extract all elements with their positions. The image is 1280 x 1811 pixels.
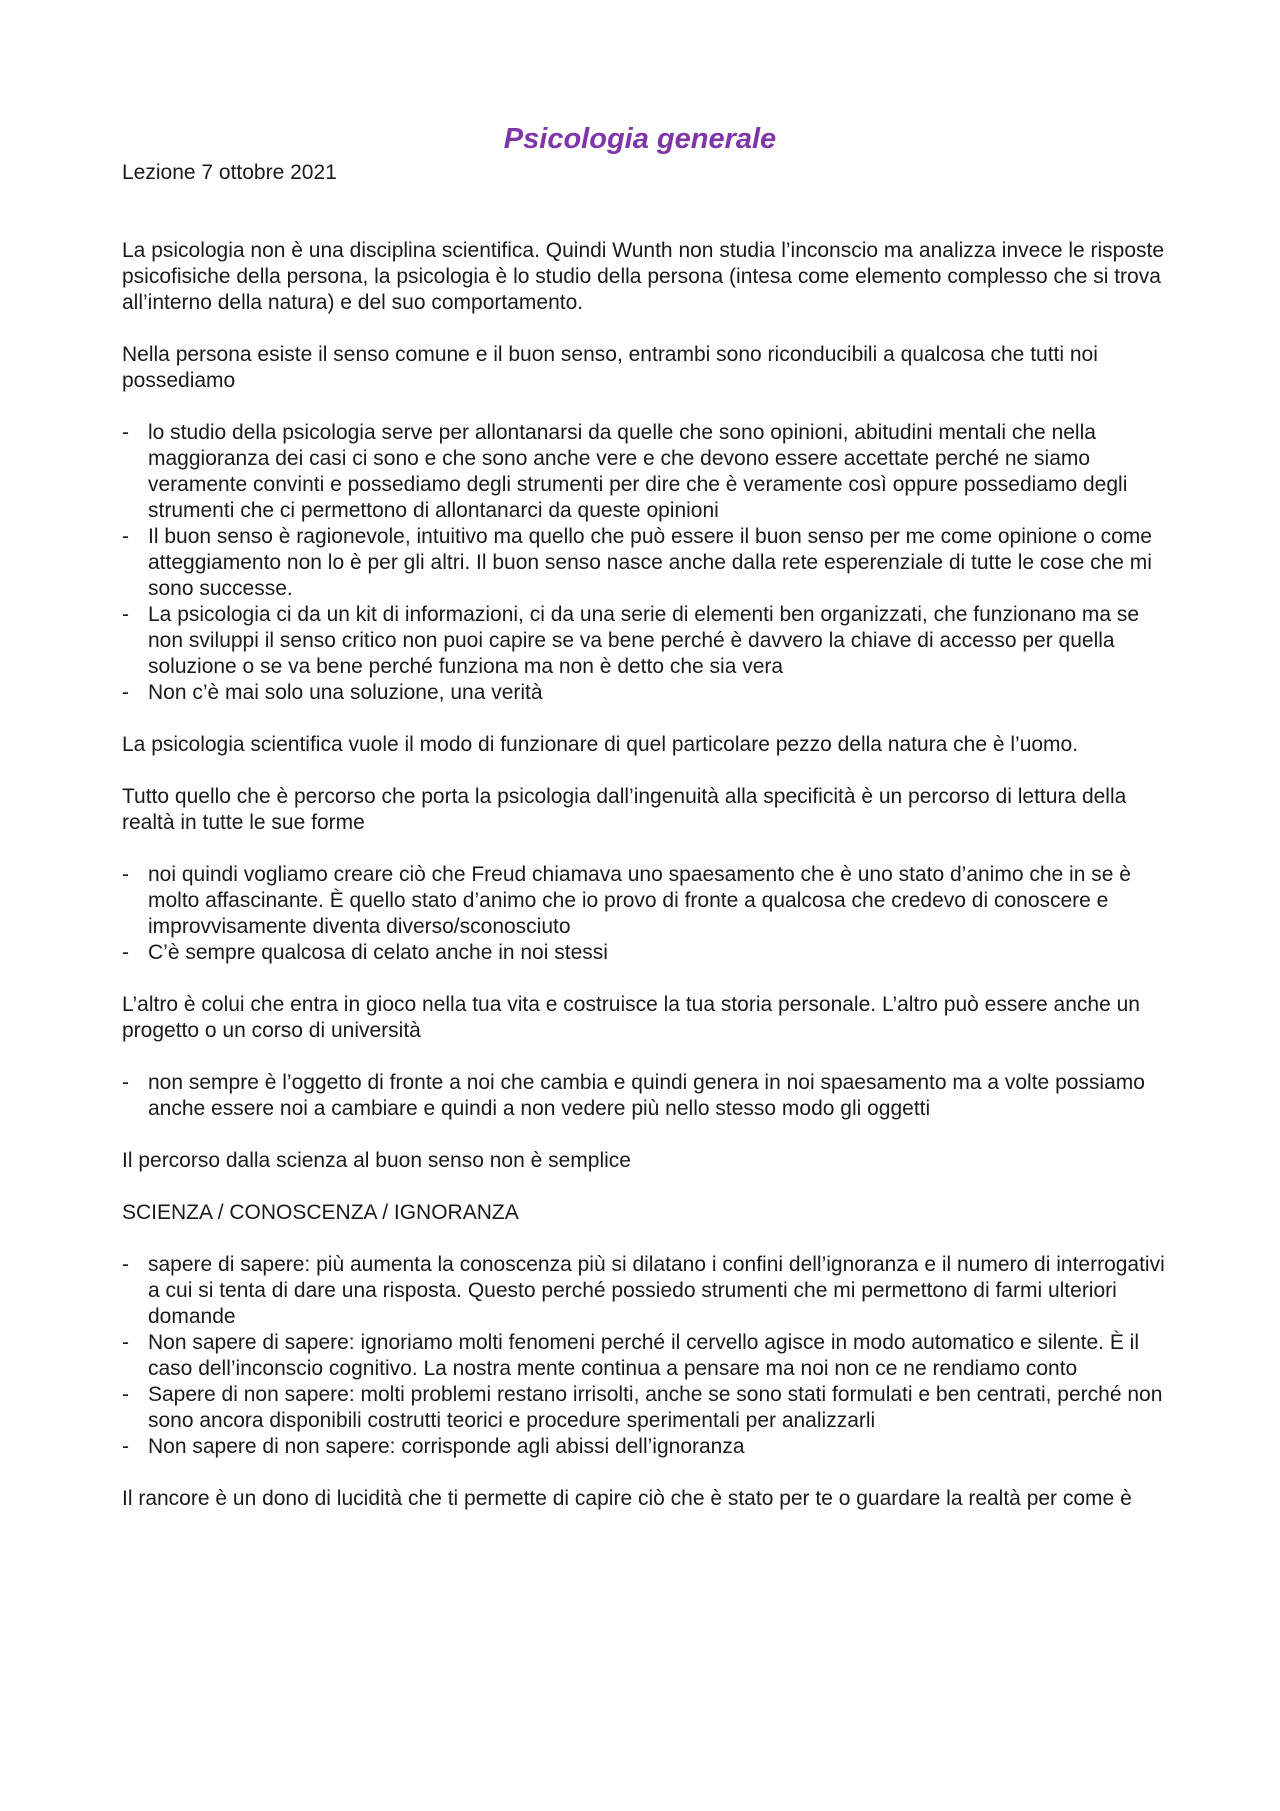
spacer	[122, 1044, 1167, 1070]
document-title: Psicologia generale	[503, 123, 777, 155]
bullet-list	[122, 420, 1167, 706]
dash-bullet-icon: -	[122, 681, 129, 704]
list-item-text: non sempre è l’oggetto di fronte a noi che cambia e quindi genera in noi spaesamento ma a volte possiamo anche essere noi a cambiare e quindi a non vedere più nello stesso modo gli oggetti	[148, 1071, 1145, 1120]
list-item-text: lo studio della psicologia serve per allontanarsi da quelle che sono opinioni, abitudini mentali che nella maggioranza dei casi ci sono e che sono anche vere e che devono essere accettate perché ne siamo veramente convinti e possediamo degli strumenti per dire che è veramente così oppure possediamo degli strumenti che ci permettono di allontanarci da queste opinioni	[148, 421, 1128, 522]
list-item-text: sapere di sapere: più aumenta la conoscenza più si dilatano i confini dell’ignoranza e il numero di interrogativi a cui si tenta di dare una risposta. Questo perché possiedo strumenti che mi permettono di farmi ulteriori domande	[148, 1253, 1165, 1328]
body-flow	[122, 238, 1167, 1512]
dash-bullet-icon: -	[122, 941, 129, 964]
paragraph: SCIENZA / CONOSCENZA / IGNORANZA	[122, 1201, 519, 1224]
list-item-text: Sapere di non sapere: molti problemi restano irrisolti, anche se sono stati formulati e ben centrati, perché non sono ancora disponibili costrutti teorici e procedure sperimentali per analizzarli	[148, 1383, 1163, 1432]
spacer	[122, 1460, 1167, 1486]
list-item	[122, 940, 1167, 966]
list-item-text: C’è sempre qualcosa di celato anche in noi stessi	[148, 941, 608, 964]
spacer	[122, 1226, 1167, 1252]
dash-bullet-icon: -	[122, 1253, 129, 1276]
dash-bullet-icon: -	[122, 1383, 129, 1406]
list-item	[122, 1434, 1167, 1460]
spacer	[122, 394, 1167, 420]
list-item-text: noi quindi vogliamo creare ciò che Freud chiamava uno spaesamento che è uno stato d’animo che in se è molto affascinante. È quello stato d’animo che io provo di fronte a qualcosa che credevo di conoscere e improvvisamente diventa diverso/sconosciuto	[148, 863, 1131, 938]
list-item-text: Non sapere di sapere: ignoriamo molti fenomeni perché il cervello agisce in modo automatico e silente. È il caso dell’inconscio cognitivo. La nostra mente continua a pensare ma noi non ce ne rendiamo conto	[148, 1331, 1140, 1380]
list-item	[122, 1252, 1167, 1330]
list-item	[122, 1330, 1167, 1382]
document-body	[122, 160, 1167, 1512]
paragraph: Il percorso dalla scienza al buon senso non è semplice	[122, 1149, 631, 1172]
list-item-text: La psicologia ci da un kit di informazioni, ci da una serie di elementi ben organizzati, che funzionano ma se non sviluppi il senso critico non puoi capire se va bene perché è davvero la chiave di accesso per quella soluzione o se va bene perché funziona ma non è detto che sia vera	[148, 603, 1140, 678]
list-item-text: Non sapere di non sapere: corrisponde agli abissi dell’ignoranza	[148, 1435, 745, 1458]
spacer	[122, 186, 1167, 238]
list-item	[122, 420, 1167, 524]
list-item	[122, 1382, 1167, 1434]
spacer	[122, 966, 1167, 992]
spacer	[122, 758, 1167, 784]
dash-bullet-icon: -	[122, 863, 129, 886]
paragraph: La psicologia non è una disciplina scientifica. Quindi Wunth non studia l’inconscio ma analizza invece le risposte psicofisiche della persona, la psicologia è lo studio della persona (intesa come elemento complesso che si trova all’interno della natura) e del suo comportamento.	[122, 239, 1165, 314]
dash-bullet-icon: -	[122, 421, 129, 444]
bullet-list	[122, 1252, 1167, 1460]
dash-bullet-icon: -	[122, 603, 129, 626]
list-item	[122, 862, 1167, 940]
dash-bullet-icon: -	[122, 1071, 129, 1094]
spacer	[122, 316, 1167, 342]
paragraph: Il rancore è un dono di lucidità che ti permette di capire ciò che è stato per te o guardare la realtà per come è	[122, 1487, 1132, 1510]
list-item-text: Il buon senso è ragionevole, intuitivo ma quello che può essere il buon senso per me come opinione o come atteggiamento non lo è per gli altri. Il buon senso nasce anche dalla rete esperenziale di tutte le cose che mi sono successe.	[148, 525, 1152, 600]
spacer	[122, 1174, 1167, 1200]
paragraph: Tutto quello che è percorso che porta la psicologia dall’ingenuità alla specificità è un percorso di lettura della realtà in tutte le sue forme	[122, 785, 1127, 834]
list-item	[122, 602, 1167, 680]
spacer	[122, 706, 1167, 732]
dash-bullet-icon: -	[122, 1331, 129, 1354]
paragraph: Nella persona esiste il senso comune e il buon senso, entrambi sono riconducibili a qualcosa che tutti noi possediamo	[122, 343, 1098, 392]
list-item	[122, 680, 1167, 706]
list-item	[122, 1070, 1167, 1122]
bullet-list	[122, 862, 1167, 966]
paragraph: L’altro è colui che entra in gioco nella tua vita e costruisce la tua storia personale. L’altro può essere anche un progetto o un corso di università	[122, 993, 1140, 1042]
dash-bullet-icon: -	[122, 525, 129, 548]
spacer	[122, 836, 1167, 862]
spacer	[122, 1122, 1167, 1148]
paragraph: La psicologia scientifica vuole il modo di funzionare di quel particolare pezzo della natura che è l’uomo.	[122, 733, 1079, 756]
list-item	[122, 524, 1167, 602]
dash-bullet-icon: -	[122, 1435, 129, 1458]
bullet-list	[122, 1070, 1167, 1122]
lesson-date: Lezione 7 ottobre 2021	[122, 161, 337, 184]
list-item-text: Non c’è mai solo una soluzione, una verità	[148, 681, 543, 704]
